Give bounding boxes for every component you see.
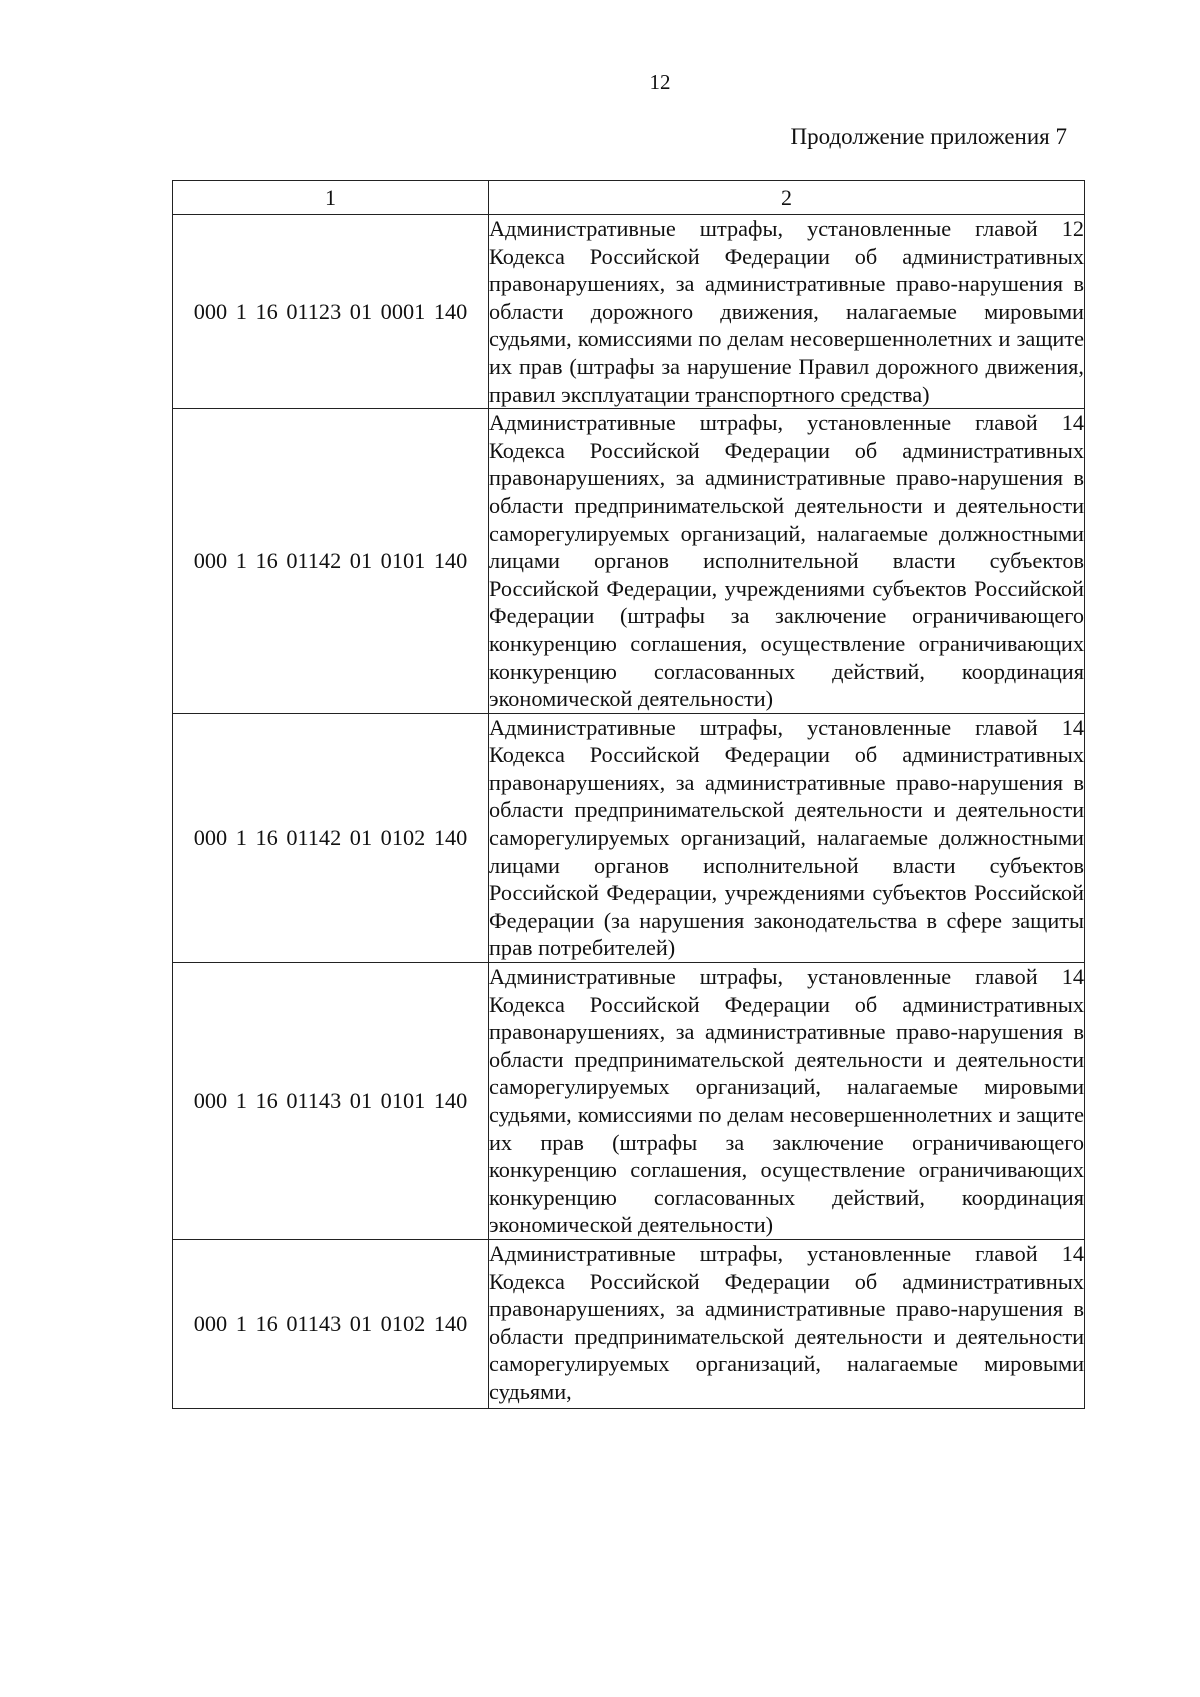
column-header-2: 2 bbox=[489, 181, 1085, 215]
continuation-title: Продолжение приложения 7 bbox=[790, 124, 1067, 149]
table-row bbox=[173, 963, 1085, 1240]
description-cell: Административные штрафы, установленные главой 14 Кодекса Российской Федерации об административных правонарушениях, за административные право-нарушения в области предпринимательской деятельности и деятельности саморегулируемых организаций, налагаемые должностными лицами органов исполнительной власти субъектов Российской Федерации, учреждениями субъектов Российской Федерации (за нарушения законодательства в сфере защиты прав потребителей) bbox=[489, 713, 1085, 962]
budget-code-cell: 000 1 16 01143 01 0101 140 bbox=[173, 963, 489, 1240]
table-row bbox=[173, 1239, 1085, 1408]
table-row bbox=[173, 713, 1085, 962]
column-header-1: 1 bbox=[173, 181, 489, 215]
table-row bbox=[173, 215, 1085, 409]
page-number: 12 bbox=[649, 70, 671, 94]
budget-code-cell: 000 1 16 01142 01 0101 140 bbox=[173, 409, 489, 714]
budget-codes-table bbox=[172, 180, 1085, 1409]
budget-code-cell: 000 1 16 01123 01 0001 140 bbox=[173, 215, 489, 409]
table-header-row bbox=[173, 181, 1085, 215]
budget-code-cell: 000 1 16 01142 01 0102 140 bbox=[173, 713, 489, 962]
budget-code-cell: 000 1 16 01143 01 0102 140 bbox=[173, 1239, 489, 1408]
description-cell: Административные штрафы, установленные главой 14 Кодекса Российской Федерации об административных правонарушениях, за административные право-нарушения в области предпринимательской деятельности и деятельности саморегулируемых организаций, налагаемые мировыми судьями, комиссиями по делам несовершеннолетних и защите их прав (штрафы за заключение ограничивающего конкуренцию соглашения, осуществление ограничивающих конкуренцию согласованных действий, координация экономической деятельности) bbox=[489, 963, 1085, 1240]
description-cell: Административные штрафы, установленные главой 12 Кодекса Российской Федерации об административных правонарушениях, за административные право-нарушения в области дорожного движения, налагаемые мировыми судьями, комиссиями по делам несовершеннолетних и защите их прав (штрафы за нарушение Правил дорожного движения, правил эксплуатации транспортного средства) bbox=[489, 215, 1085, 409]
description-cell: Административные штрафы, установленные главой 14 Кодекса Российской Федерации об административных правонарушениях, за административные право-нарушения в области предпринимательской деятельности и деятельности саморегулируемых организаций, налагаемые мировыми судьями, bbox=[489, 1239, 1085, 1408]
table-row bbox=[173, 409, 1085, 714]
description-cell: Административные штрафы, установленные главой 14 Кодекса Российской Федерации об административных правонарушениях, за административные право-нарушения в области предпринимательской деятельности и деятельности саморегулируемых организаций, налагаемые должностными лицами органов исполнительной власти субъектов Российской Федерации, учреждениями субъектов Российской Федерации (штрафы за заключение ограничивающего конкуренцию соглашения, осуществление ограничивающих конкуренцию согласованных действий, координация экономической деятельности) bbox=[489, 409, 1085, 714]
